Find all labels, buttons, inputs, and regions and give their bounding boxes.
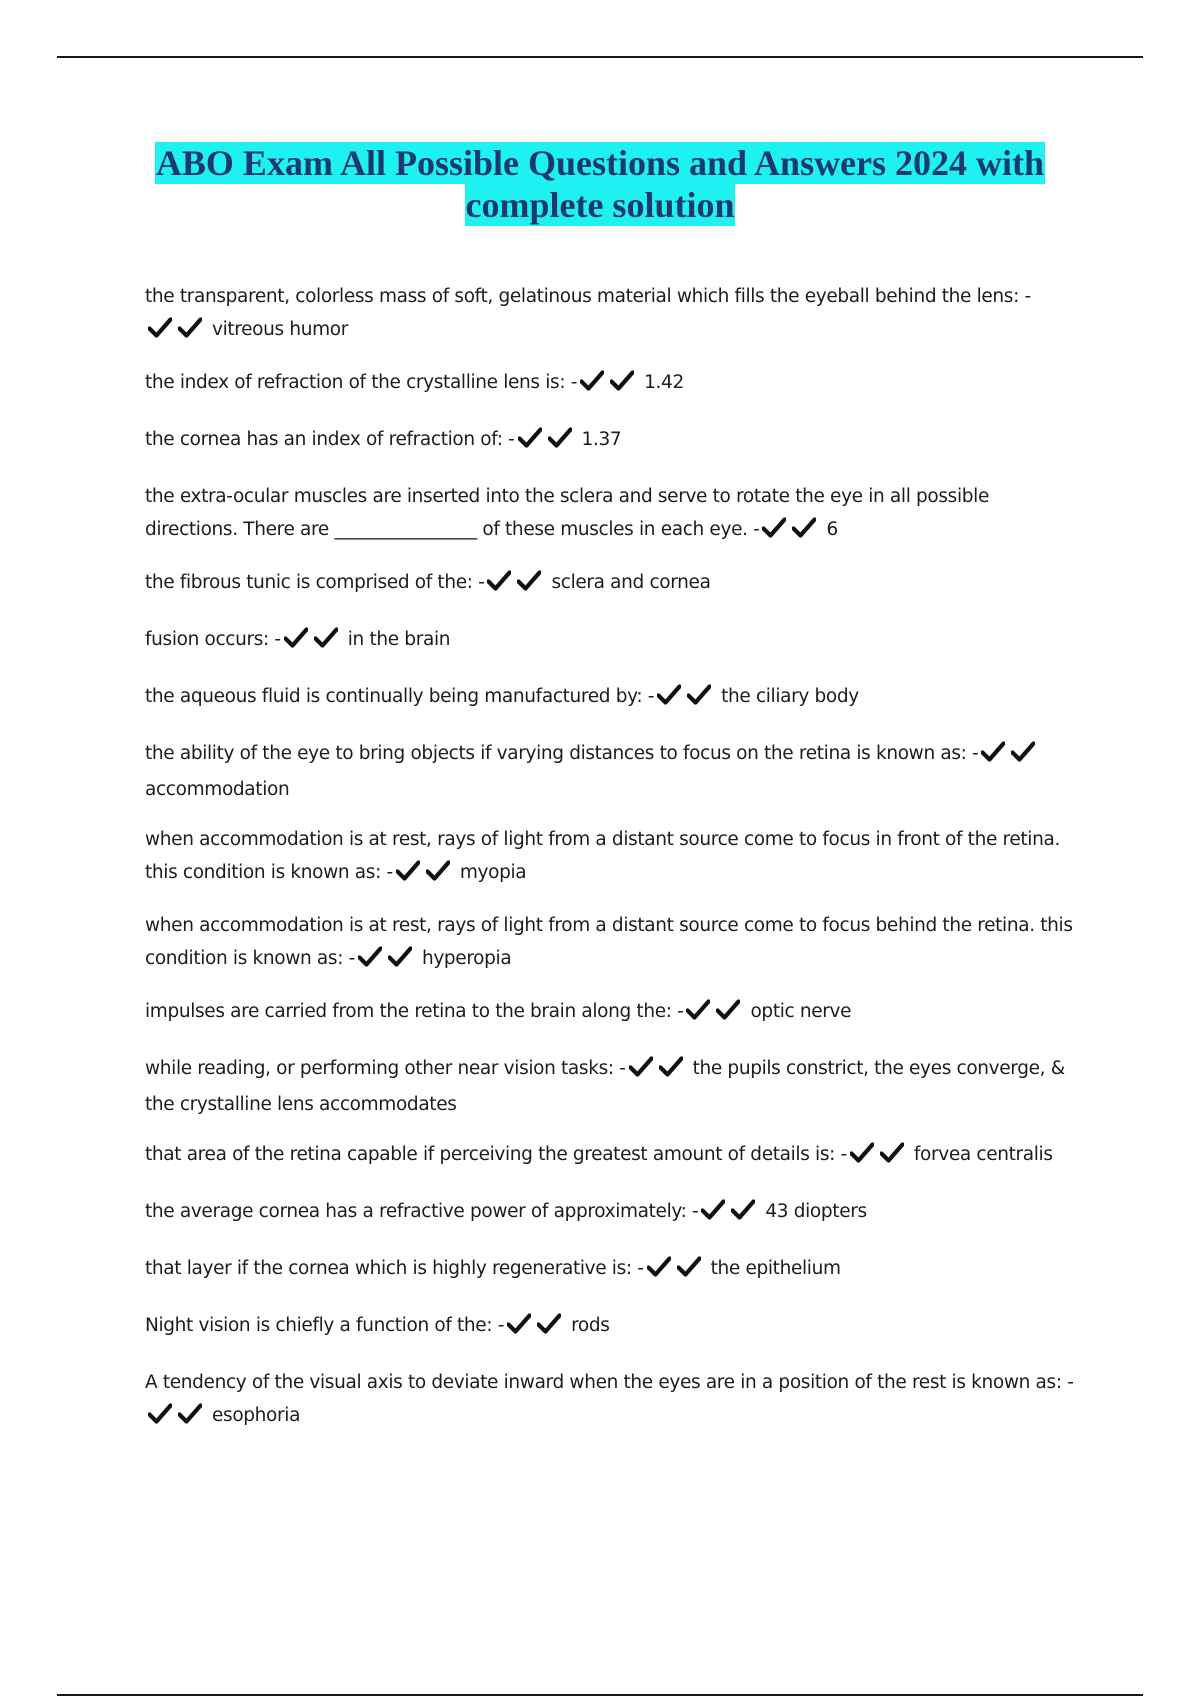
check-marks bbox=[647, 1255, 707, 1288]
question-text: that layer if the cornea which is highly regenerative is: - bbox=[145, 1258, 644, 1279]
check-icon bbox=[981, 741, 1005, 762]
question-text: impulses are carried from the retina to the brain along the: - bbox=[145, 1001, 684, 1022]
answer-text: sclera and cornea bbox=[551, 572, 711, 593]
question-text: the average cornea has a refractive power of approximately: - bbox=[145, 1201, 699, 1222]
check-icon bbox=[178, 1403, 202, 1424]
qa-item bbox=[145, 737, 1080, 806]
answer-text: vitreous humor bbox=[212, 319, 348, 340]
check-marks bbox=[629, 1055, 689, 1088]
check-marks bbox=[487, 569, 547, 602]
check-icon bbox=[701, 1199, 725, 1220]
qa-item bbox=[145, 1252, 1080, 1288]
check-icon bbox=[517, 570, 541, 591]
check-marks bbox=[148, 1402, 208, 1435]
answer-text: rods bbox=[571, 1315, 610, 1336]
check-icon bbox=[148, 1403, 172, 1424]
check-marks bbox=[686, 998, 746, 1031]
page-title bbox=[100, 142, 1100, 226]
question-text: that area of the retina capable if perceiving the greatest amount of details is: - bbox=[145, 1144, 847, 1165]
answer-text: optic nerve bbox=[750, 1001, 852, 1022]
check-marks bbox=[850, 1141, 910, 1174]
check-icon bbox=[148, 317, 172, 338]
question-text: while reading, or performing other near vision tasks: - bbox=[145, 1058, 626, 1079]
qa-item bbox=[145, 623, 1080, 659]
answer-text: the pupils constrict, the eyes converge, & the crystalline lens accommodates bbox=[145, 1058, 1065, 1115]
check-icon bbox=[518, 427, 542, 448]
qa-item bbox=[145, 366, 1080, 402]
check-icon bbox=[659, 1056, 683, 1077]
question-text: the cornea has an index of refraction of: - bbox=[145, 429, 515, 450]
check-icon bbox=[1011, 741, 1035, 762]
check-icon bbox=[677, 1256, 701, 1277]
answer-text: 43 diopters bbox=[765, 1201, 867, 1222]
check-icon bbox=[657, 684, 681, 705]
check-icon bbox=[580, 370, 604, 391]
qa-list bbox=[145, 280, 1080, 1452]
check-icon bbox=[850, 1142, 874, 1163]
check-marks bbox=[762, 516, 822, 549]
check-icon bbox=[731, 1199, 755, 1220]
check-marks bbox=[518, 426, 578, 459]
check-icon bbox=[358, 946, 382, 967]
qa-item bbox=[145, 680, 1080, 716]
question-text: the fibrous tunic is comprised of the: - bbox=[145, 572, 485, 593]
question-text: the index of refraction of the crystalline lens is: - bbox=[145, 372, 578, 393]
question-text: the aqueous fluid is continually being manufactured by: - bbox=[145, 686, 655, 707]
answer-text: the ciliary body bbox=[721, 686, 859, 707]
question-text: fusion occurs: - bbox=[145, 629, 281, 650]
qa-item bbox=[145, 995, 1080, 1031]
check-icon bbox=[880, 1142, 904, 1163]
question-text: the extra-ocular muscles are inserted into the sclera and serve to rotate the eye in all possible directions. There are ________________ of these muscles in each eye. - bbox=[145, 486, 989, 540]
qa-item bbox=[145, 1309, 1080, 1345]
qa-item bbox=[145, 480, 1080, 549]
answer-text: 1.37 bbox=[581, 429, 622, 450]
question-text: A tendency of the visual axis to deviate inward when the eyes are in a position of the rest is known as: - bbox=[145, 1372, 1074, 1393]
question-text: the transparent, colorless mass of soft, gelatinous material which fills the eyeball behind the lens: - bbox=[145, 286, 1031, 307]
qa-item bbox=[145, 1138, 1080, 1174]
qa-item bbox=[145, 280, 1080, 349]
answer-text: myopia bbox=[459, 862, 527, 883]
check-icon bbox=[537, 1313, 561, 1334]
check-icon bbox=[396, 860, 420, 881]
check-icon bbox=[687, 684, 711, 705]
question-text: when accommodation is at rest, rays of light from a distant source come to focus behind the retina. this condition is known as: - bbox=[145, 915, 1073, 969]
check-icon bbox=[629, 1056, 653, 1077]
answer-text: forvea centralis bbox=[913, 1144, 1053, 1165]
check-icon bbox=[686, 999, 710, 1020]
answer-text: esophoria bbox=[212, 1405, 301, 1426]
check-icon bbox=[548, 427, 572, 448]
check-marks bbox=[284, 626, 344, 659]
check-icon bbox=[284, 627, 308, 648]
check-icon bbox=[388, 946, 412, 967]
check-marks bbox=[580, 369, 640, 402]
check-marks bbox=[358, 945, 418, 978]
check-icon bbox=[426, 860, 450, 881]
question-text: when accommodation is at rest, rays of light from a distant source come to focus in front of the retina. this condition is known as: - bbox=[145, 829, 1060, 883]
check-icon bbox=[762, 517, 786, 538]
check-icon bbox=[314, 627, 338, 648]
check-icon bbox=[792, 517, 816, 538]
answer-text: 6 bbox=[826, 519, 838, 540]
check-marks bbox=[657, 683, 717, 716]
question-text: Night vision is chiefly a function of the: - bbox=[145, 1315, 505, 1336]
question-text: the ability of the eye to bring objects if varying distances to focus on the retina is known as: - bbox=[145, 743, 979, 764]
check-icon bbox=[487, 570, 511, 591]
qa-item bbox=[145, 823, 1080, 892]
qa-item bbox=[145, 1366, 1080, 1435]
qa-item bbox=[145, 909, 1080, 978]
answer-text: 1.42 bbox=[644, 372, 684, 393]
check-icon bbox=[507, 1313, 531, 1334]
answer-text: the epithelium bbox=[710, 1258, 841, 1279]
bottom-rule bbox=[57, 1694, 1143, 1696]
answer-text: accommodation bbox=[145, 779, 290, 800]
title-highlight: ABO Exam All Possible Questions and Answers 2024 with complete solution bbox=[155, 143, 1045, 225]
check-icon bbox=[716, 999, 740, 1020]
qa-item bbox=[145, 423, 1080, 459]
check-marks bbox=[396, 859, 456, 892]
answer-text: hyperopia bbox=[421, 948, 512, 969]
check-marks bbox=[981, 740, 1041, 773]
qa-item bbox=[145, 1195, 1080, 1231]
answer-text: in the brain bbox=[347, 629, 451, 650]
check-marks bbox=[148, 316, 208, 349]
top-rule bbox=[57, 56, 1143, 58]
check-icon bbox=[178, 317, 202, 338]
check-icon bbox=[610, 370, 634, 391]
check-marks bbox=[507, 1312, 567, 1345]
check-marks bbox=[701, 1198, 761, 1231]
check-icon bbox=[647, 1256, 671, 1277]
qa-item bbox=[145, 566, 1080, 602]
qa-item bbox=[145, 1052, 1080, 1121]
